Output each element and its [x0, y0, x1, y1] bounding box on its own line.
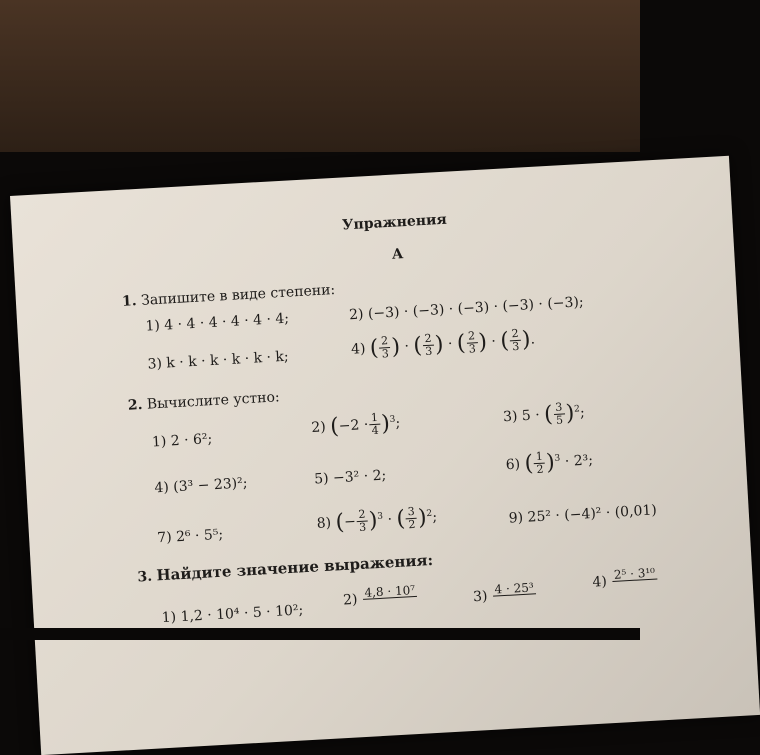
- task2-number: 2.: [127, 396, 143, 414]
- exercises-heading: Упражнения: [341, 211, 448, 234]
- task1-text: Запишите в виде степени:: [140, 282, 336, 309]
- task2-item-4: 4) (3³ − 23)²;: [154, 475, 248, 497]
- task2-item-2: 2) (−2 · $\frac{1}{4}$ )$^3$;: [310, 410, 401, 440]
- background-top: [0, 0, 640, 152]
- task1-item-1: 1) 4 · 4 · 4 · 4 · 4 · 4;: [145, 310, 290, 335]
- task2-item-7: 7) 2⁶ · 5⁵;: [156, 526, 224, 547]
- task2-item-1: 1) 2 · 6²;: [151, 431, 213, 451]
- task3-item-4: 4) 2⁵ · 3¹⁰: [592, 565, 656, 591]
- task1-item-3: 3) k · k · k · k · k · k;: [147, 348, 290, 373]
- task3-text: Найдите значение выражения:: [155, 550, 434, 585]
- task3-item-2: 2) 4,8 · 10⁷: [342, 583, 416, 609]
- task1-number: 1.: [121, 293, 138, 310]
- photo-area: [0, 152, 658, 628]
- section-letter: А: [391, 246, 404, 263]
- task2-item-8: 8) (− $\frac{2}{3}$ )$^3$ · ( $\frac{3}{2}$ )$^2$;: [316, 504, 438, 536]
- task2-item-3: 3) 5 · ( $\frac{3}{5}$ )$^2$;: [502, 400, 586, 428]
- task3-number: 3.: [137, 568, 153, 586]
- task3-item-1: 1) 1,2 · 10⁴ · 5 · 10²;: [161, 602, 304, 627]
- task2-header: [127, 389, 280, 413]
- task2-item-9: 9) 25² · (−4)² · (0,01): [508, 502, 658, 527]
- task2-item-5: 5) −3² · 2;: [313, 467, 387, 488]
- task3-item-3: 3) 4 · 25³: [472, 580, 535, 606]
- task1-item-4: 4) ( $\frac{2}{3}$ ) · ( $\frac{2}{3}$ ) · ( $\frac{2}{3}$ ) · ( $\frac{2}{3}$ ).: [350, 326, 536, 362]
- task2-item-6: 6) ( $\frac{1}{2}$ )$^3$ · 2³;: [505, 449, 594, 477]
- task2-text: Вычислите устно:: [146, 389, 281, 413]
- task1-header: [122, 282, 336, 310]
- task1-item-2: 2) (−3) · (−3) · (−3) · (−3) · (−3);: [348, 294, 585, 324]
- background-bottom: [0, 628, 640, 640]
- task3-header: [137, 551, 434, 585]
- textbook-page: [10, 156, 760, 755]
